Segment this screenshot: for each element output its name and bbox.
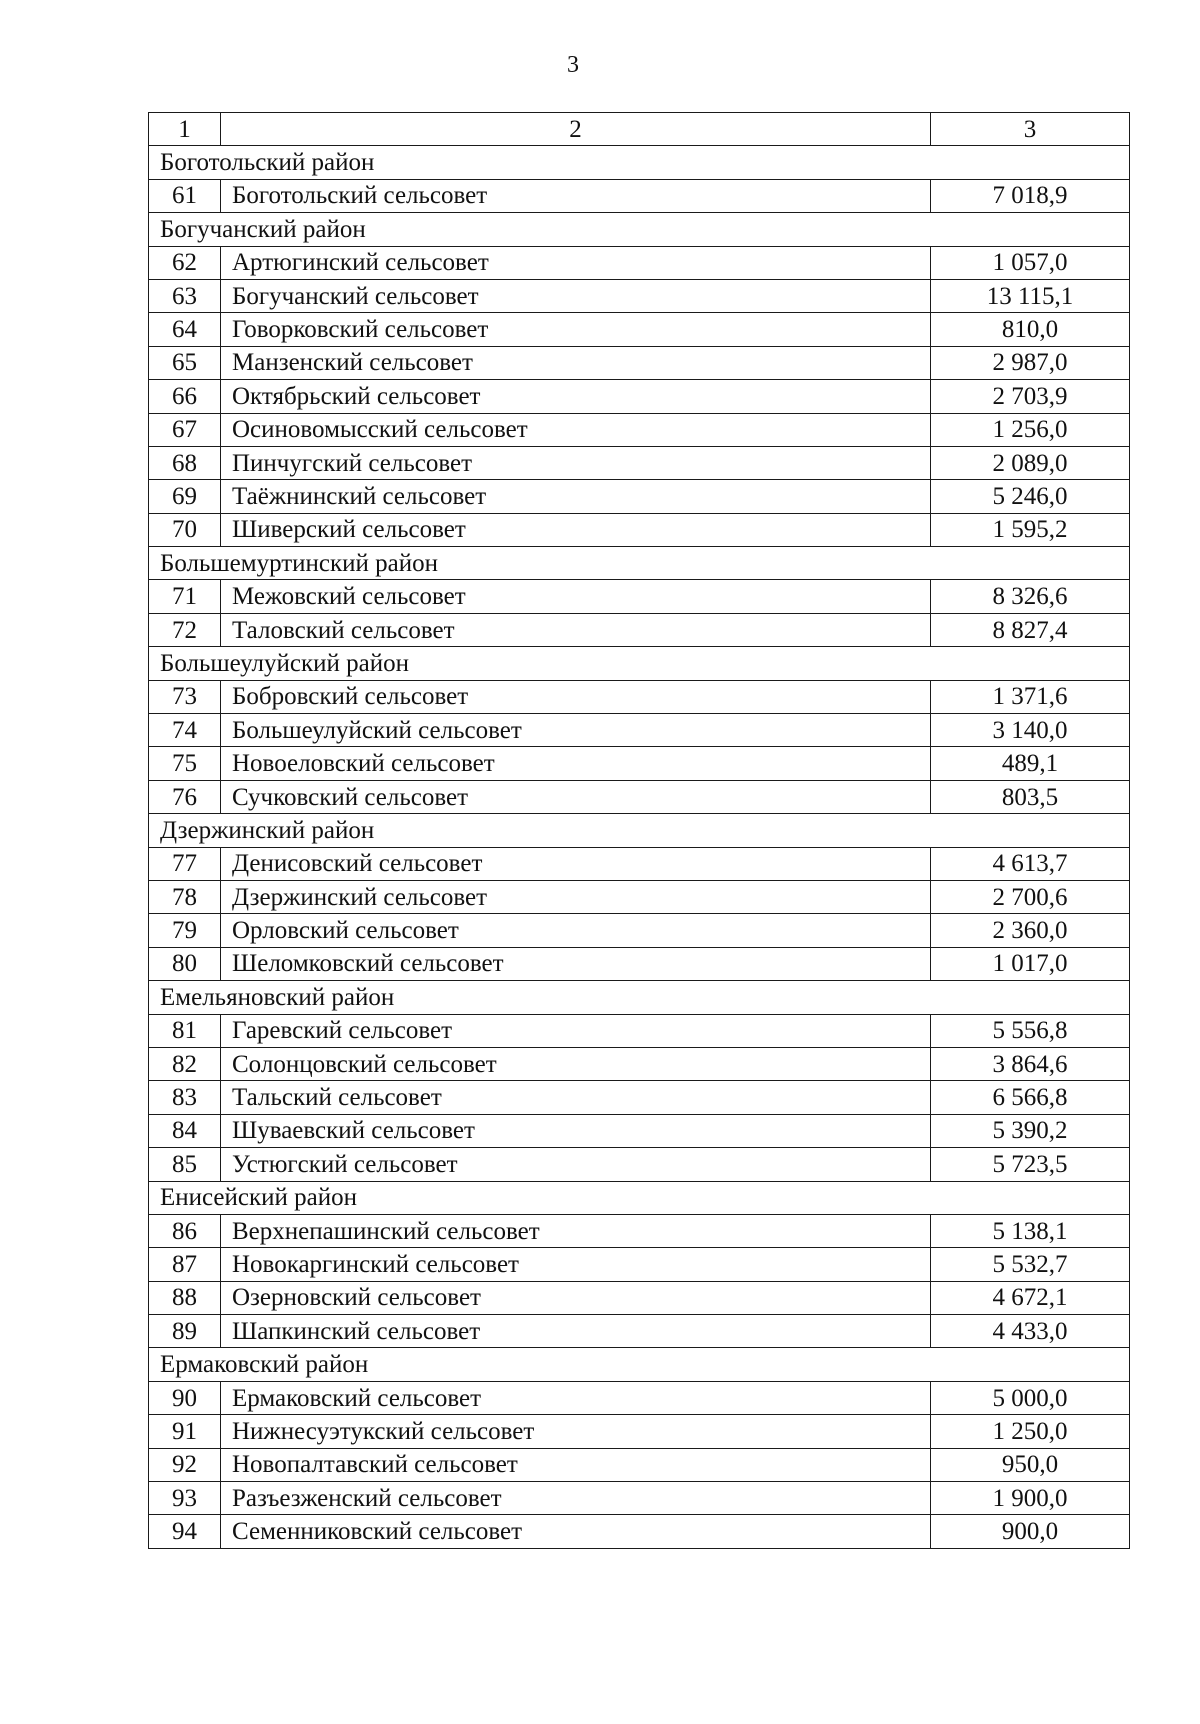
district-row [149,1348,1130,1381]
settlement-name: Новопалтавский сельсовет [221,1448,931,1481]
row-number: 79 [149,914,221,947]
row-number: 76 [149,780,221,813]
row-number: 92 [149,1448,221,1481]
row-number: 81 [149,1014,221,1047]
settlement-name: Богучанский сельсовет [221,279,931,312]
row-number: 87 [149,1248,221,1281]
settlement-name: Семенниковский сельсовет [221,1515,931,1548]
settlement-name: Большеулуйский сельсовет [221,714,931,747]
settlement-name: Межовский сельсовет [221,580,931,613]
table-row [149,914,1130,947]
amount-value: 4 613,7 [931,847,1130,880]
table-row [149,413,1130,446]
header-cell-name: 2 [221,113,931,146]
settlement-name: Солонцовский сельсовет [221,1047,931,1080]
amount-value: 7 018,9 [931,179,1130,212]
settlement-name: Артюгинский сельсовет [221,246,931,279]
row-number: 64 [149,313,221,346]
amount-value: 5 138,1 [931,1214,1130,1247]
amount-value: 810,0 [931,313,1130,346]
amount-value: 5 532,7 [931,1248,1130,1281]
amount-value: 5 723,5 [931,1148,1130,1181]
settlement-name: Шеломковский сельсовет [221,947,931,980]
district-row [149,146,1130,179]
settlement-name: Новоеловский сельсовет [221,747,931,780]
amount-value: 4 672,1 [931,1281,1130,1314]
amount-value: 5 000,0 [931,1381,1130,1414]
amount-value: 2 703,9 [931,380,1130,413]
row-number: 65 [149,346,221,379]
settlement-name: Ермаковский сельсовет [221,1381,931,1414]
row-number: 72 [149,613,221,646]
table-row [149,1248,1130,1281]
amount-value: 1 595,2 [931,513,1130,546]
row-number: 74 [149,714,221,747]
table-row [149,1214,1130,1247]
row-number: 73 [149,680,221,713]
table-row [149,1415,1130,1448]
settlement-name: Верхнепашинский сельсовет [221,1214,931,1247]
settlement-name: Денисовский сельсовет [221,847,931,880]
table-row [149,1047,1130,1080]
settlement-name: Новокаргинский сельсовет [221,1248,931,1281]
table-row [149,446,1130,479]
district-name: Боготольский район [149,146,1130,179]
amount-value: 489,1 [931,747,1130,780]
amount-value: 1 057,0 [931,246,1130,279]
settlement-name: Устюгский сельсовет [221,1148,931,1181]
amount-value: 1 371,6 [931,680,1130,713]
table-row [149,246,1130,279]
district-name: Большеулуйский район [149,647,1130,680]
table-row [149,580,1130,613]
row-number: 71 [149,580,221,613]
district-name: Дзержинский район [149,814,1130,847]
row-number: 89 [149,1315,221,1348]
amount-value: 3 864,6 [931,1047,1130,1080]
settlement-name: Таловский сельсовет [221,613,931,646]
settlement-name: Тальский сельсовет [221,1081,931,1114]
row-number: 83 [149,1081,221,1114]
amount-value: 5 390,2 [931,1114,1130,1147]
table-row [149,947,1130,980]
amount-value: 900,0 [931,1515,1130,1548]
row-number: 67 [149,413,221,446]
amount-value: 13 115,1 [931,279,1130,312]
settlement-name: Осиновомысский сельсовет [221,413,931,446]
settlements-table [148,112,1130,1549]
row-number: 75 [149,747,221,780]
row-number: 86 [149,1214,221,1247]
table-header-row [149,113,1130,146]
table-row [149,714,1130,747]
row-number: 94 [149,1515,221,1548]
amount-value: 8 326,6 [931,580,1130,613]
amount-value: 5 556,8 [931,1014,1130,1047]
table-row [149,279,1130,312]
settlement-name: Октябрьский сельсовет [221,380,931,413]
settlement-name: Гаревский сельсовет [221,1014,931,1047]
settlement-name: Дзержинский сельсовет [221,880,931,913]
row-number: 69 [149,480,221,513]
row-number: 70 [149,513,221,546]
row-number: 90 [149,1381,221,1414]
table-row [149,780,1130,813]
district-row [149,647,1130,680]
settlement-name: Сучковский сельсовет [221,780,931,813]
row-number: 88 [149,1281,221,1314]
row-number: 66 [149,380,221,413]
amount-value: 2 089,0 [931,446,1130,479]
amount-value: 1 017,0 [931,947,1130,980]
district-name: Богучанский район [149,213,1130,246]
table-row [149,1281,1130,1314]
table-row [149,1482,1130,1515]
header-cell-amount: 3 [931,113,1130,146]
settlement-name: Манзенский сельсовет [221,346,931,379]
table-row [149,880,1130,913]
row-number: 93 [149,1482,221,1515]
table-row [149,613,1130,646]
table-body [149,113,1130,1549]
row-number: 78 [149,880,221,913]
amount-value: 5 246,0 [931,480,1130,513]
amount-value: 803,5 [931,780,1130,813]
table-row [149,747,1130,780]
amount-value: 3 140,0 [931,714,1130,747]
settlement-name: Говорковский сельсовет [221,313,931,346]
row-number: 85 [149,1148,221,1181]
settlement-name: Орловский сельсовет [221,914,931,947]
table-row [149,1114,1130,1147]
district-row [149,981,1130,1014]
amount-value: 4 433,0 [931,1315,1130,1348]
table-row [149,1014,1130,1047]
row-number: 77 [149,847,221,880]
table-row [149,480,1130,513]
district-row [149,1181,1130,1214]
amount-value: 2 700,6 [931,880,1130,913]
table-row [149,1448,1130,1481]
settlement-name: Нижнесуэтукский сельсовет [221,1415,931,1448]
district-row [149,213,1130,246]
district-name: Ермаковский район [149,1348,1130,1381]
row-number: 62 [149,246,221,279]
page-number: 3 [567,52,579,78]
amount-value: 1 900,0 [931,1482,1130,1515]
row-number: 63 [149,279,221,312]
amount-value: 2 360,0 [931,914,1130,947]
amount-value: 6 566,8 [931,1081,1130,1114]
settlement-name: Бобровский сельсовет [221,680,931,713]
table-row [149,1515,1130,1548]
settlement-name: Пинчугский сельсовет [221,446,931,479]
settlement-name: Боготольский сельсовет [221,179,931,212]
amount-value: 8 827,4 [931,613,1130,646]
table-row [149,1315,1130,1348]
district-name: Енисейский район [149,1181,1130,1214]
row-number: 61 [149,179,221,212]
table-row [149,847,1130,880]
table-row [149,513,1130,546]
row-number: 80 [149,947,221,980]
table-row [149,1381,1130,1414]
settlement-name: Разъезженский сельсовет [221,1482,931,1515]
row-number: 82 [149,1047,221,1080]
row-number: 84 [149,1114,221,1147]
table-row [149,1081,1130,1114]
table-row [149,380,1130,413]
table-row [149,313,1130,346]
settlement-name: Шапкинский сельсовет [221,1315,931,1348]
table-row [149,680,1130,713]
row-number: 68 [149,446,221,479]
settlement-name: Озерновский сельсовет [221,1281,931,1314]
settlement-name: Шуваевский сельсовет [221,1114,931,1147]
table-row [149,346,1130,379]
district-row [149,814,1130,847]
row-number: 91 [149,1415,221,1448]
header-cell-number: 1 [149,113,221,146]
settlement-name: Шиверский сельсовет [221,513,931,546]
amount-value: 1 256,0 [931,413,1130,446]
table-row [149,179,1130,212]
amount-value: 950,0 [931,1448,1130,1481]
district-name: Большемуртинский район [149,547,1130,580]
amount-value: 2 987,0 [931,346,1130,379]
settlement-name: Таёжнинский сельсовет [221,480,931,513]
district-name: Емельяновский район [149,981,1130,1014]
table-row [149,1148,1130,1181]
district-row [149,547,1130,580]
amount-value: 1 250,0 [931,1415,1130,1448]
